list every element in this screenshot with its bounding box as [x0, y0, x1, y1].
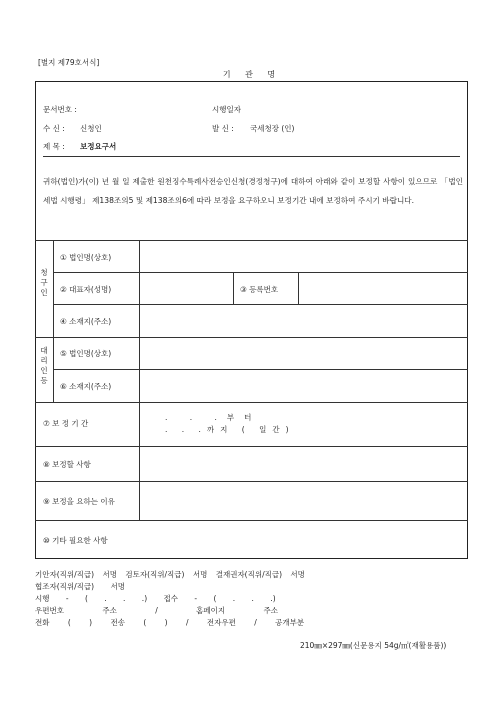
- agent-address-label: ⑥ 소재지(주소): [60, 382, 112, 391]
- subject-label: 제 목 :: [43, 142, 65, 151]
- footer-approval-line: 기안자(직위/직급) 서명 검토자(직위/직급) 서명 결재권자(직위/직급) 서명: [35, 570, 305, 579]
- row-line: [53, 369, 468, 370]
- sender-value: 국세청장 (인): [250, 124, 295, 133]
- row-line: [53, 304, 468, 305]
- applicant-side-label: [35, 268, 53, 308]
- footer-dispatch-line: 시행 - ( . . .) 접수 - ( . . .): [35, 594, 276, 603]
- table-top-line: [35, 240, 468, 241]
- applicant-side-text: 청구인: [40, 268, 48, 297]
- row-line: [53, 272, 468, 273]
- recipient-label: 수 신 :: [43, 124, 65, 133]
- address-label: ④ 소재지(주소): [60, 317, 112, 326]
- period-to: . . .까지 ( 일간): [165, 425, 295, 434]
- row-line: [35, 337, 468, 338]
- subject-underline: [43, 156, 460, 157]
- footer-contact-line: 전화 ( ) 전송 ( ) / 전자우편 / 공개부분: [35, 618, 305, 627]
- agent-corp-name-label: ⑤ 법인명(상호): [60, 349, 112, 358]
- items-label: ⑧ 보정할 사항: [43, 460, 91, 469]
- agent-side-text: 대리인등: [40, 346, 48, 385]
- row-line: [35, 520, 468, 521]
- side-col-line: [53, 240, 54, 402]
- period-label: ⑦ 보 정 기 간: [43, 419, 89, 428]
- representative-label: ② 대표자(성명): [60, 285, 112, 294]
- subject-value: 보정요구서: [80, 142, 117, 151]
- recipient-value: 신청인: [80, 124, 102, 133]
- reg-number-label: ③ 등록번호: [240, 285, 279, 294]
- doc-number-label: 문서번호 :: [43, 105, 77, 114]
- row-line: [35, 446, 468, 447]
- institution-name: 기 관 명: [222, 70, 282, 79]
- sender-label: 발 신 :: [212, 124, 234, 133]
- reg-value-col-line: [298, 272, 299, 304]
- row-line: [35, 402, 468, 403]
- footer-cooperation-line: 협조자(직위/직급) 서명: [35, 582, 125, 591]
- reg-col-line: [233, 272, 234, 304]
- other-label: ⑩ 기타 필요한 사항: [43, 536, 108, 545]
- paper-spec: 210㎜×297㎜(신문용지 54g/㎡(재활용품)): [300, 641, 447, 650]
- form-number: [별지 제79호서식]: [38, 58, 100, 67]
- footer-address-line: 우편번호 주소 / 홈페이지 주소: [35, 606, 279, 615]
- agent-side-label: [35, 346, 53, 396]
- reason-label: ⑨ 보정을 요하는 이유: [43, 497, 115, 506]
- corp-name-label: ① 법인명(상호): [60, 253, 112, 262]
- period-from: . . .부터: [165, 413, 262, 422]
- date-label: 시행일자: [212, 105, 241, 114]
- row-line: [35, 481, 468, 482]
- label-col-line: [139, 240, 140, 520]
- body-text: 귀하(법인)가(이) 년 월 일 제출한 원천징수특례사전승인신청(경정청구)에 대하여 아래와 같이 보정할 사항이 있으므로 「법인세법 시행령」 제138조의5 및 제138조의6에 따라 보정을 요구하오니 보정기간 내에 보정하여 주시기 바랍니다.: [43, 177, 463, 205]
